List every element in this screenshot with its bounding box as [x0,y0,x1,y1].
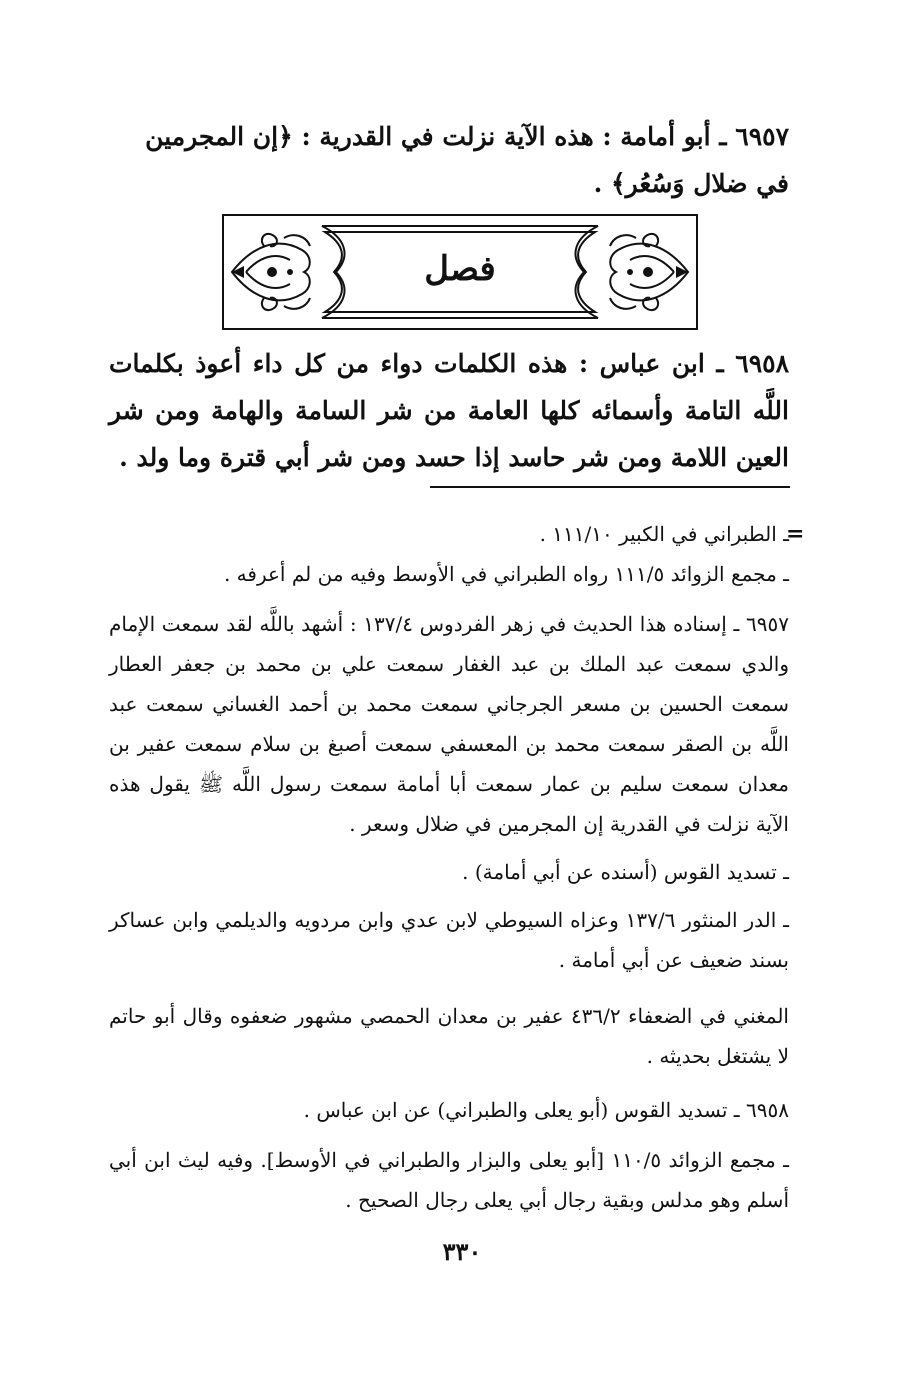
page-number: ٣٣٠ [442,1237,482,1266]
footnote-mughni: المغني في الضعفاء ٤٣٦/٢ عفير بن معدان الحمصي مشهور ضعفوه وقال أبو حاتم لا يشتغل بحديثه . [109,1004,789,1068]
footnote-separator [430,486,790,488]
entry-6958: ٦٩٥٨ ـ ابن عباس : هذه الكلمات دواء من كل داء أعوذ بكلمات اللَّه التامة وأسمائه كلها العامة من شر السامة والهامة ومن شر العين اللامة ومن شر حاسد إذا حسد ومن شر أبي قترة وما ولد . [109,349,789,472]
footnote-6957-isnad: ٦٩٥٧ ـ إسناده هذا الحديث في زهر الفردوس ١٣٧/٤ : أشهد باللَّه لقد سمعت الإمام والدي سمعت عبد الملك بن عبد الغفار سمعت علي بن محمد بن جعفر العطار سمعت الحسين بن مسعر الجرجاني سمعت محمد بن أحمد الغساني سمعت عبد اللَّه بن الصقر سمعت محمد بن المعسفي سمعت أصبغ بن سلام سمعت عفير بن معدان سمعت سليم بن عمار سمعت أبا أمامة سمعت رسول اللَّه ﷺ يقول هذه الآية نزلت في القدرية إن المجرمين في ضلال وسعر . [109,612,790,836]
section-heading-title: فصل [424,249,496,289]
footnote-tabarani-kabir: ـ الطبراني في الكبير ١١١/١٠ . [539,522,789,546]
footnote-majma-6957: ـ مجمع الزوائد ١١١/٥ رواه الطبراني في الأوسط وفيه من لم أعرفه . [223,562,789,586]
entry-6957: ٦٩٥٧ ـ أبو أمامة : هذه الآية نزلت في القدرية : ﴿إن المجرمين في ضلال وَسُعُر﴾ . [145,122,789,198]
footnote-durr-manthur: ـ الدر المنثور ١٣٧/٦ وعزاه السيوطي لابن عدي وابن مردويه والديلمي وابن عساكر بسند ضعيف عن أبي أمامة . [109,908,789,972]
continuation-mark: = [786,521,805,547]
section-heading-frame [222,214,698,330]
footnotes-top [109,514,789,594]
footnote-tasdid-6958: ٦٩٥٨ ـ تسديد القوس (أبو يعلى والطبراني) عن ابن عباس . [303,1098,789,1122]
footnote-tasdid-6957: ـ تسديد القوس (أسنده عن أبي أمامة) . [462,860,789,884]
footnote-majma-6958: ـ مجمع الزوائد ١١٠/٥ [أبو يعلى والبزار والطبراني في الأوسط]. وفيه ليث ابن أبي أسلم وهو مدلس وبقية رجال أبي يعلى رجال الصحيح . [109,1148,789,1212]
